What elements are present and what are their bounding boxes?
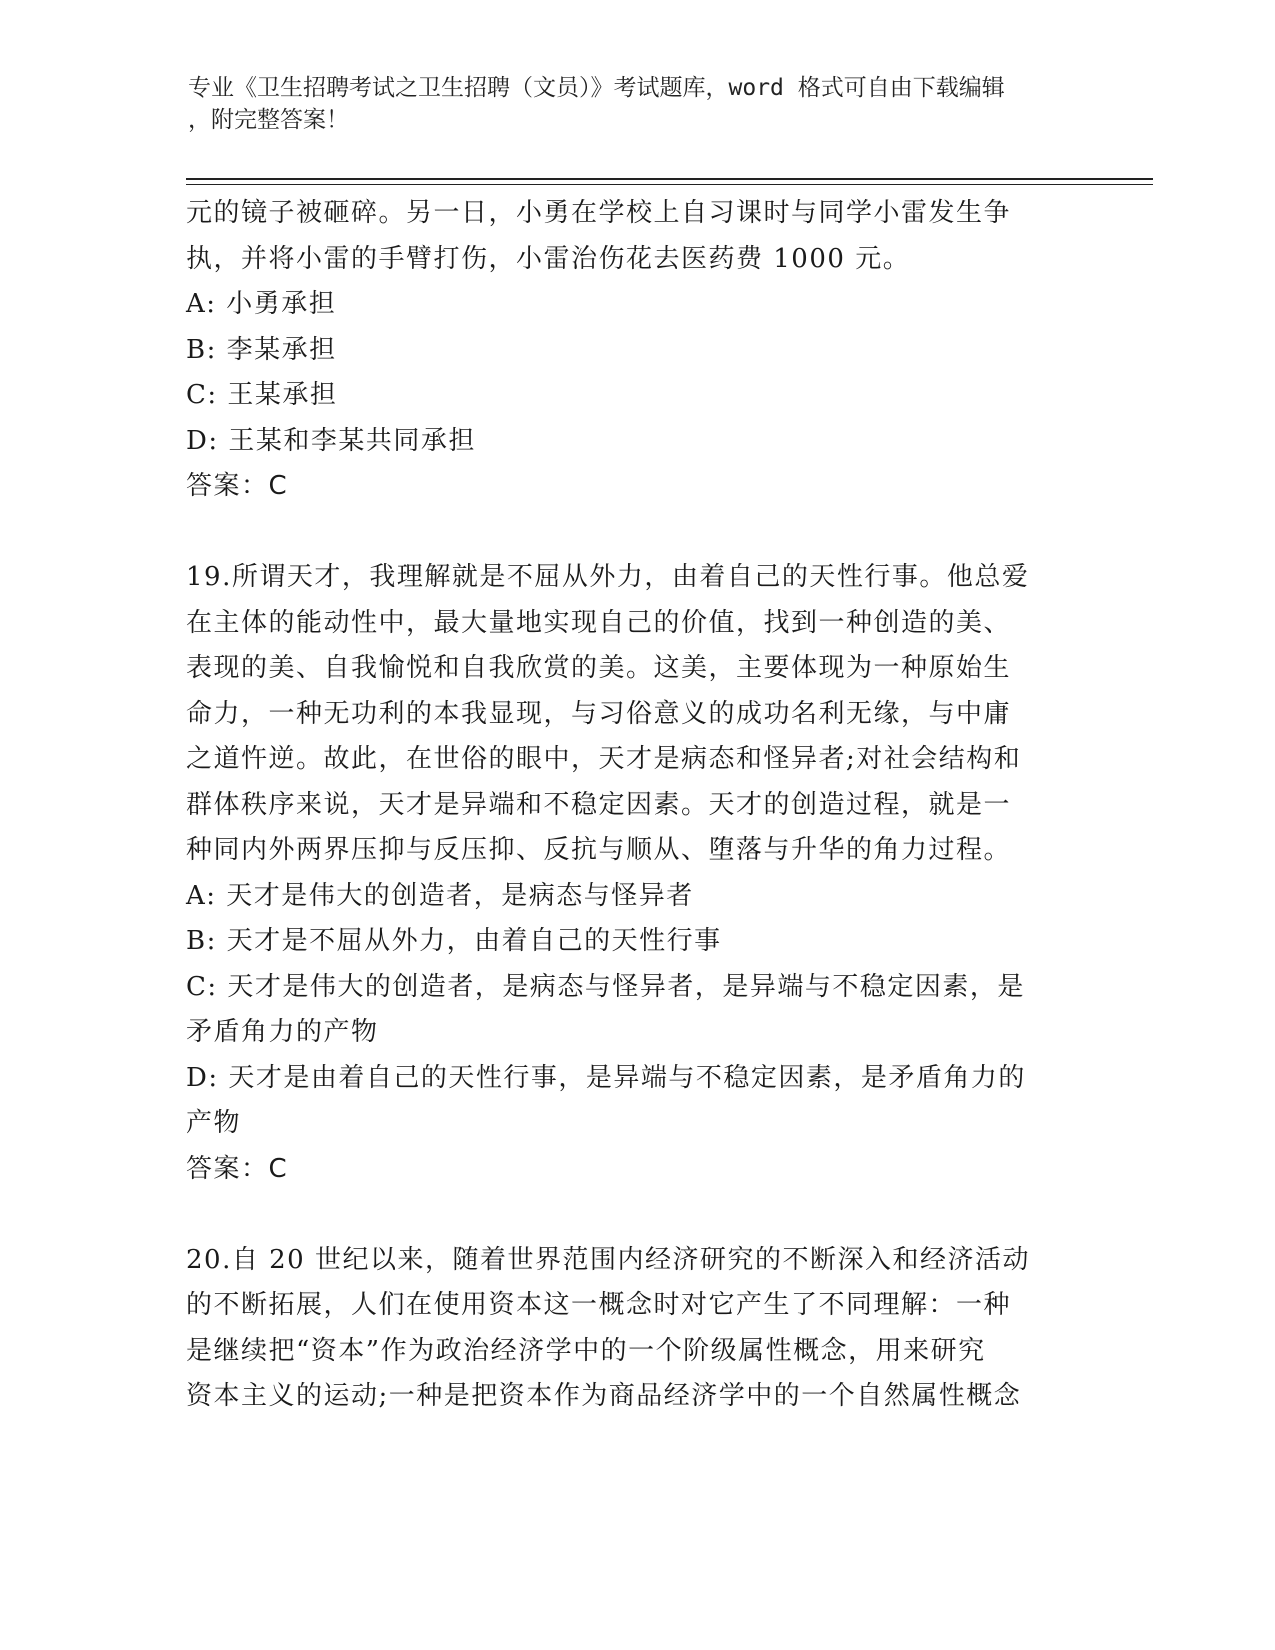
question-text-line: 元的镜子被砸碎。另一日，小勇在学校上自习课时与同学小雷发生争 [186,198,1012,228]
option-d-continued: 产物 [186,1108,242,1138]
question-text-line: 执，并将小雷的手臂打伤，小雷治伤花去医药费 1000 元。 [186,243,911,274]
option-a: A: 天才是伟大的创造者，是病态与怪异者 [186,880,694,911]
answer-label: 答案：C [186,1153,289,1184]
page-header [188,72,1068,136]
option-b: B: 李某承担 [186,334,337,365]
question-text-line: 20.自 20 世纪以来，随着世界范围内经济研究的不断深入和经济活动 [186,1244,1030,1275]
header-line-1: 专业《卫生招聘考试之卫生招聘（文员）》考试题库，word 格式可自由下载编辑 [188,75,1005,101]
question-text-line: 19.所谓天才，我理解就是不屈从外力，由着自己的天性行事。他总爱 [186,562,1030,592]
header-divider-thick [186,178,1153,180]
option-b: B: 天才是不屈从外力，由着自己的天性行事 [186,926,722,956]
question-text-line: 资本主义的运动;一种是把资本作为商品经济学中的一个自然属性概念 [186,1381,1022,1411]
question-text-line: 之道忤逆。故此，在世俗的眼中，天才是病态和怪异者;对社会结构和 [186,744,1022,774]
option-c: C: 王某承担 [186,380,338,410]
question-text-line: 群体秩序来说，天才是异端和不稳定因素。天才的创造过程，就是一 [186,789,1012,820]
question-spacer [186,1192,1086,1238]
question-spacer [186,510,1086,556]
option-c: C: 天才是伟大的创造者，是病态与怪异者，是异端与不稳定因素，是 [186,971,1025,1002]
answer-label: 答案：C [186,471,289,501]
option-c-continued: 矛盾角力的产物 [186,1017,379,1047]
question-20 [186,1238,1086,1420]
header-divider-thin [186,184,1153,185]
question-text-line: 表现的美、自我愉悦和自我欣赏的美。这美，主要体现为一种原始生 [186,653,1012,683]
question-text-line: 在主体的能动性中，最大量地实现自己的价值，找到一种创造的美、 [186,607,1012,638]
question-18 [186,191,1086,510]
question-19 [186,555,1086,1192]
question-text-line: 是继续把“资本”作为政治经济学中的一个阶级属性概念，用来研究 [186,1335,986,1366]
document-body [186,191,1086,1420]
option-a: A: 小勇承担 [186,289,337,319]
option-d: D: 天才是由着自己的天性行事，是异端与不稳定因素，是矛盾角力的 [186,1062,1026,1093]
option-d: D: 王某和李某共同承担 [186,425,476,456]
question-text-line: 命力，一种无功利的本我显现，与习俗意义的成功名利无缘，与中庸 [186,698,1012,729]
question-text-line: 的不断拓展，人们在使用资本这一概念时对它产生了不同理解：一种 [186,1290,1012,1320]
question-text-line: 种同内外两界压抑与反压抑、反抗与顺从、堕落与升华的角力过程。 [186,835,1012,865]
header-line-2: ，附完整答案！ [188,107,349,133]
